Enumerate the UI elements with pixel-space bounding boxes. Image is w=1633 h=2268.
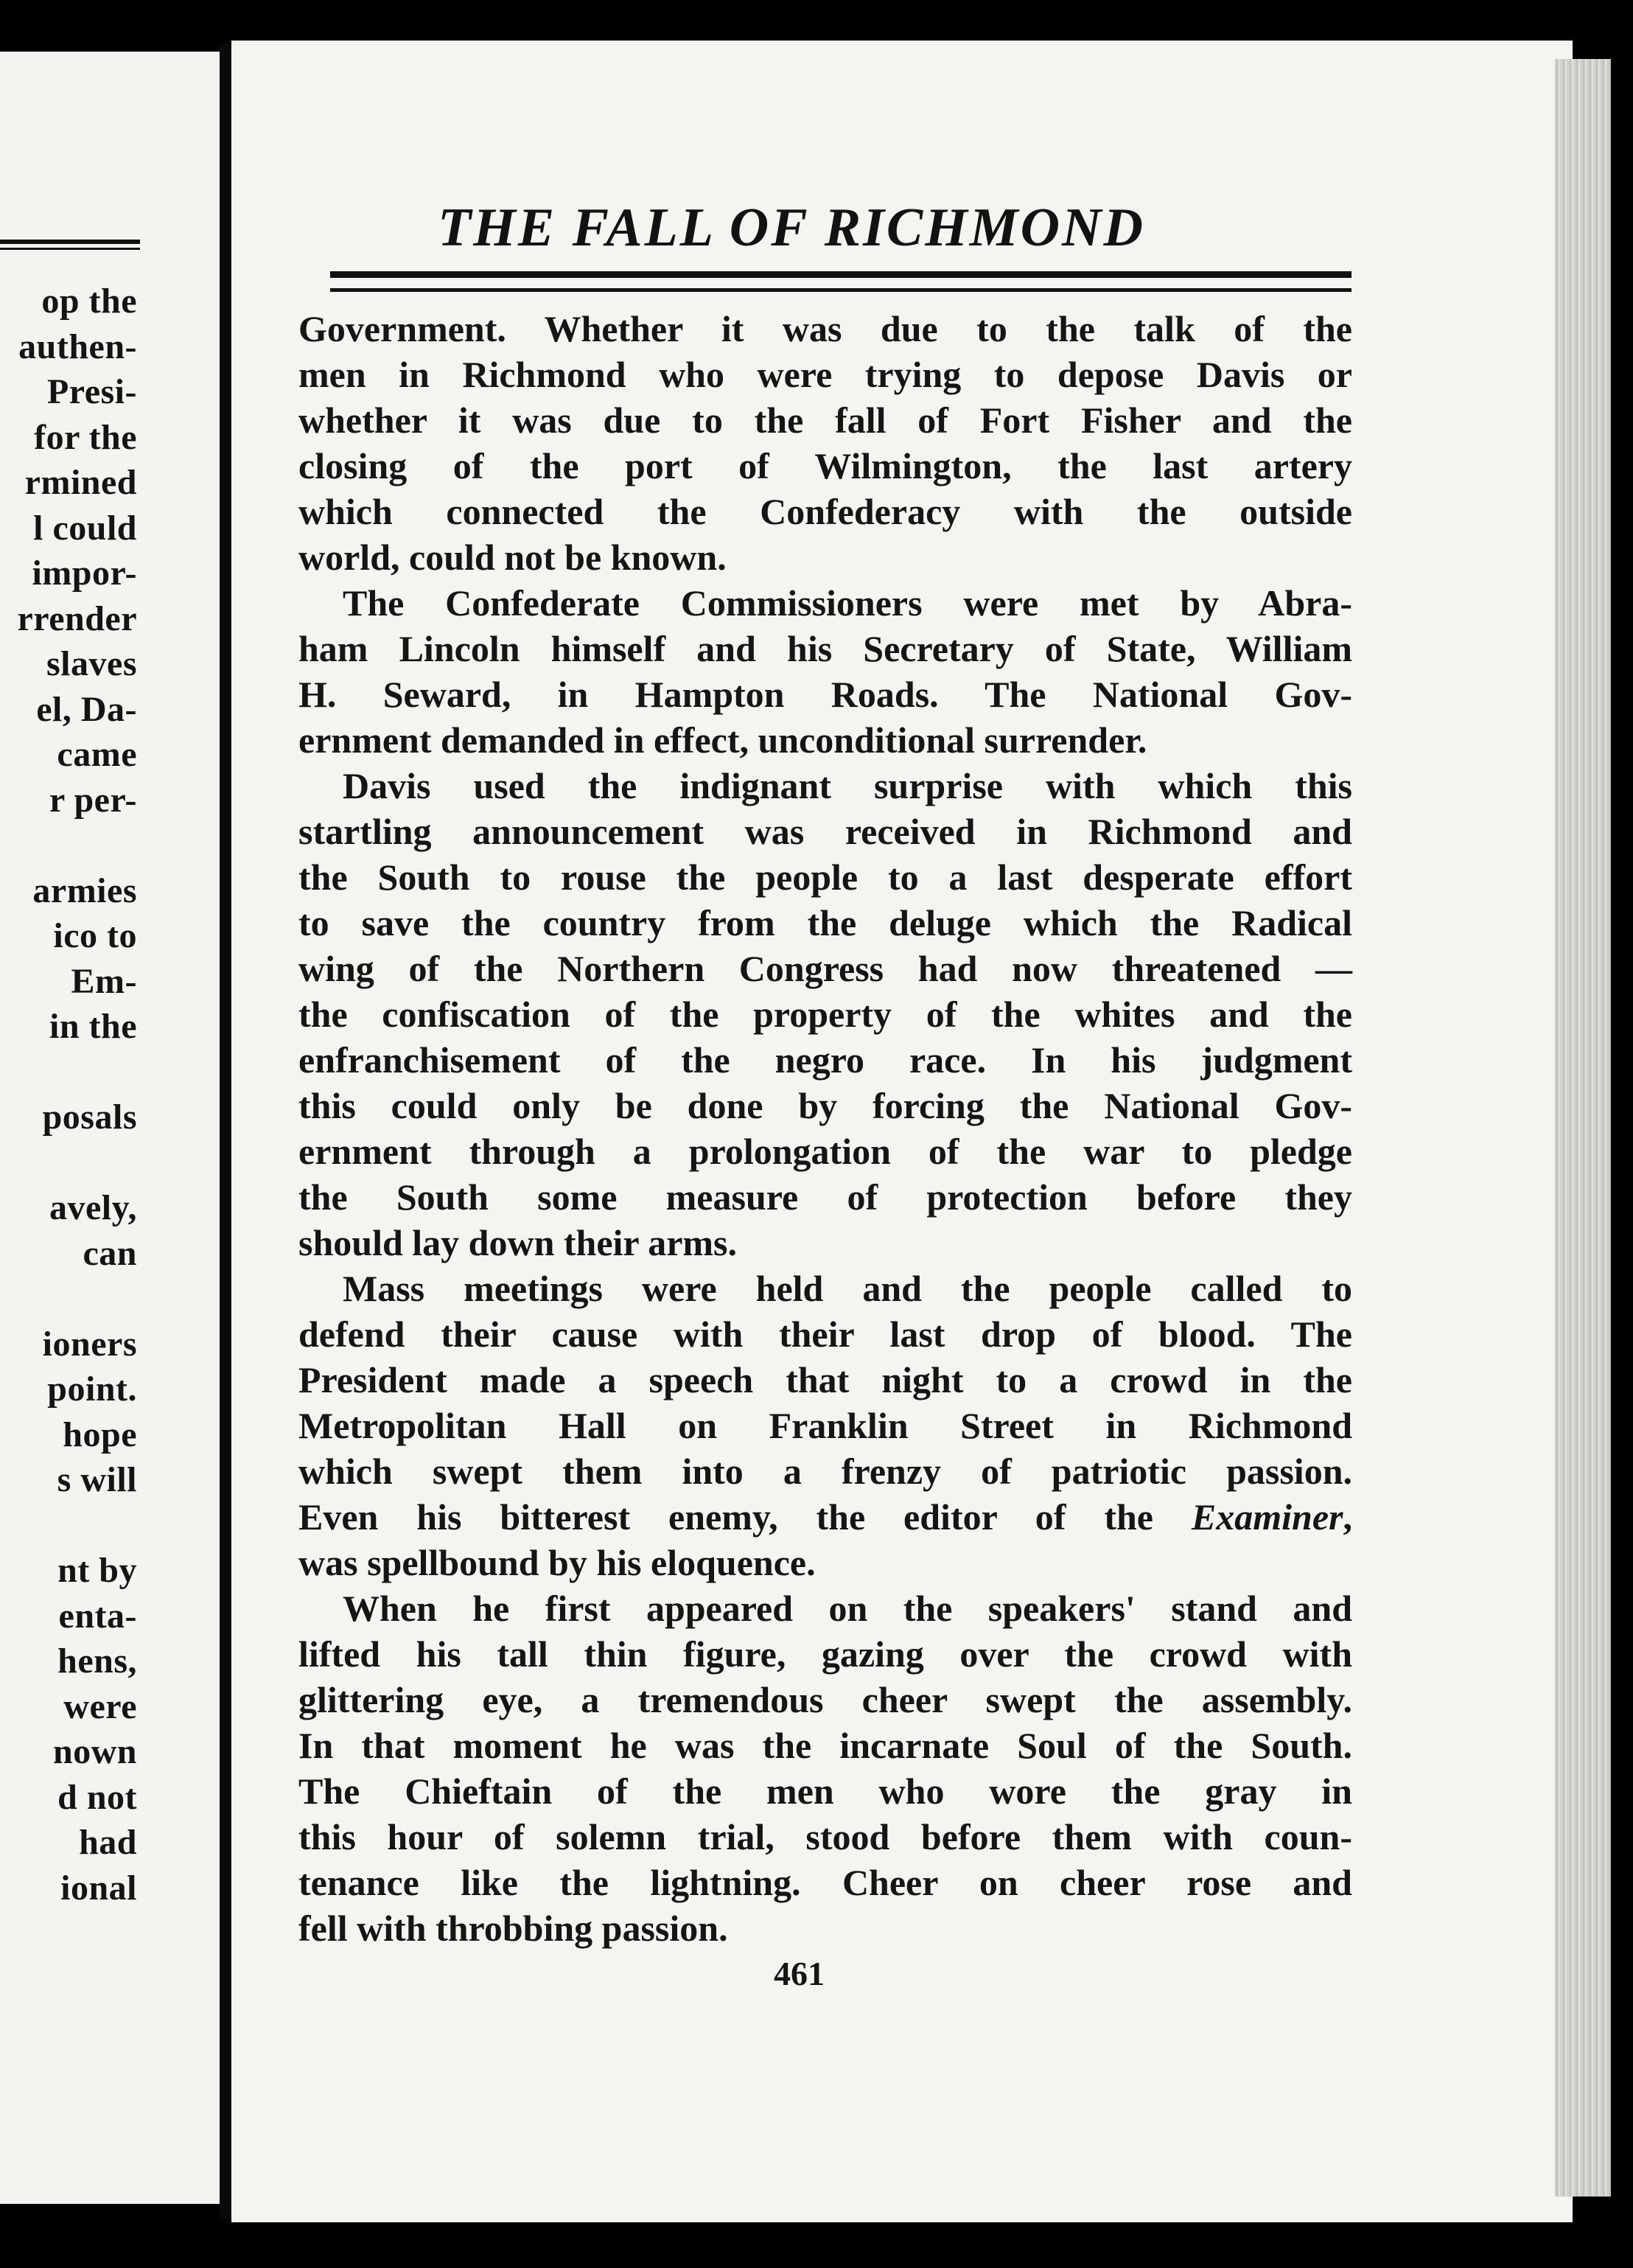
text-line: startling announcement was received in Richmond and (298, 811, 1352, 852)
facing-page-line: Presi- (46, 372, 137, 411)
facing-page-line: had (79, 1823, 137, 1862)
text-line: President made a speech that night to a crowd in the (298, 1359, 1352, 1400)
header-rule (330, 271, 1351, 292)
text-line: ernment through a prolongation of the war to pledge (298, 1131, 1352, 1172)
text-line: closing of the port of Wilmington, the last artery (298, 445, 1352, 486)
facing-page-left (0, 52, 220, 2204)
text-line: tenance like the lightning. Cheer on cheer rose and (298, 1862, 1352, 1903)
text-line: fell with throbbing passion. (298, 1908, 728, 1949)
facing-page-line: nown (52, 1732, 137, 1771)
text-line: The Confederate Commissioners were met by Abra- (343, 582, 1352, 624)
text-line: H. Seward, in Hampton Roads. The National Gov- (298, 674, 1352, 715)
facing-page-line: el, Da- (36, 689, 137, 729)
text-line: should lay down their arms. (298, 1222, 738, 1263)
text-line: this hour of solemn trial, stood before them with coun- (298, 1816, 1352, 1857)
facing-page-rule (0, 240, 140, 250)
text-line: ham Lincoln himself and his Secretary of State, William (298, 628, 1352, 669)
text-line: the South to rouse the people to a last desperate effort (298, 856, 1352, 898)
text-line: which swept them into a frenzy of patriotic passion. (298, 1451, 1352, 1492)
facing-page-line: hope (63, 1414, 137, 1454)
text-line: enfranchisement of the negro race. In his judgment (298, 1039, 1352, 1081)
text-line: Davis used the indignant surprise with which this (343, 765, 1352, 806)
text-line: world, could not be known. (298, 537, 727, 578)
facing-page-line: r per- (49, 780, 137, 820)
facing-page-line: armies (32, 870, 137, 910)
facing-page-line: point. (47, 1369, 137, 1409)
facing-page-line: avely, (49, 1188, 137, 1227)
text-line: whether it was due to the fall of Fort Fisher and the (298, 399, 1352, 441)
facing-page-line: hens, (57, 1641, 137, 1681)
book-gutter (220, 44, 231, 2219)
paragraph (298, 1266, 1352, 1585)
facing-page-line: slaves (46, 644, 137, 683)
text-line: defend their cause with their last drop of blood. The (298, 1313, 1352, 1355)
paragraph (298, 763, 1352, 1266)
facing-page-line: d not (57, 1777, 137, 1817)
text-line: to save the country from the deluge which the Radical (298, 902, 1352, 943)
text-line: the South some measure of protection before they (298, 1176, 1352, 1218)
text-line: ernment demanded in effect, unconditional surrender. (298, 719, 1147, 761)
facing-page-line: authen- (18, 327, 137, 366)
running-head: THE FALL OF RICHMOND (438, 198, 1145, 258)
facing-page-line: Em- (71, 961, 137, 1001)
facing-page-line: rmined (24, 463, 137, 502)
text-line: which connected the Confederacy with the outside (298, 491, 1352, 532)
facing-page-line: nt by (57, 1551, 137, 1590)
text-line: the confiscation of the property of the whites and the (298, 994, 1352, 1035)
facing-page-line: l could (33, 508, 137, 548)
paragraph (298, 580, 1352, 763)
text-line: Mass meetings were held and the people called to (343, 1268, 1352, 1309)
facing-page-line: op the (41, 282, 137, 321)
facing-page-line: ico to (53, 916, 137, 955)
text-line: Metropolitan Hall on Franklin Street in Richmond (298, 1405, 1352, 1446)
page-edges (1555, 59, 1611, 2197)
body-text (298, 306, 1352, 1951)
facing-page-line: s will (57, 1460, 137, 1499)
facing-page-line: posals (42, 1098, 137, 1137)
text-line: was spellbound by his eloquence. (298, 1542, 816, 1583)
facing-page-line: for the (34, 417, 137, 457)
text-line: When he first appeared on the speakers' stand and (343, 1588, 1352, 1629)
paragraph (298, 1585, 1352, 1951)
facing-page-line: rrender (17, 599, 137, 638)
paragraph (298, 306, 1352, 580)
facing-page-line: ioners (42, 1324, 137, 1364)
text-line: this could only be done by forcing the National Gov- (298, 1085, 1352, 1126)
text-line: Even his bitterest enemy, the editor of the Examiner, (298, 1496, 1352, 1538)
facing-page-line: enta- (58, 1596, 137, 1636)
text-line: In that moment he was the incarnate Soul of the South. (298, 1725, 1352, 1766)
page-number: 461 (774, 1955, 825, 1992)
facing-page-line: ional (60, 1868, 137, 1908)
text-line: glittering eye, a tremendous cheer swept the assembly. (298, 1679, 1352, 1720)
facing-page-line: in the (49, 1007, 137, 1046)
facing-page-line: were (63, 1686, 137, 1726)
text-line: The Chieftain of the men who wore the gray in (298, 1770, 1352, 1812)
facing-page-line: impor- (32, 554, 137, 593)
facing-page-line: came (57, 735, 137, 774)
text-line: Government. Whether it was due to the talk of the (298, 308, 1352, 349)
facing-page-line: can (83, 1233, 137, 1273)
text-line: wing of the Northern Congress had now threatened — (298, 948, 1352, 989)
text-line: lifted his tall thin figure, gazing over the crowd with (298, 1633, 1352, 1675)
text-line: men in Richmond who were trying to depose Davis or (298, 354, 1352, 395)
